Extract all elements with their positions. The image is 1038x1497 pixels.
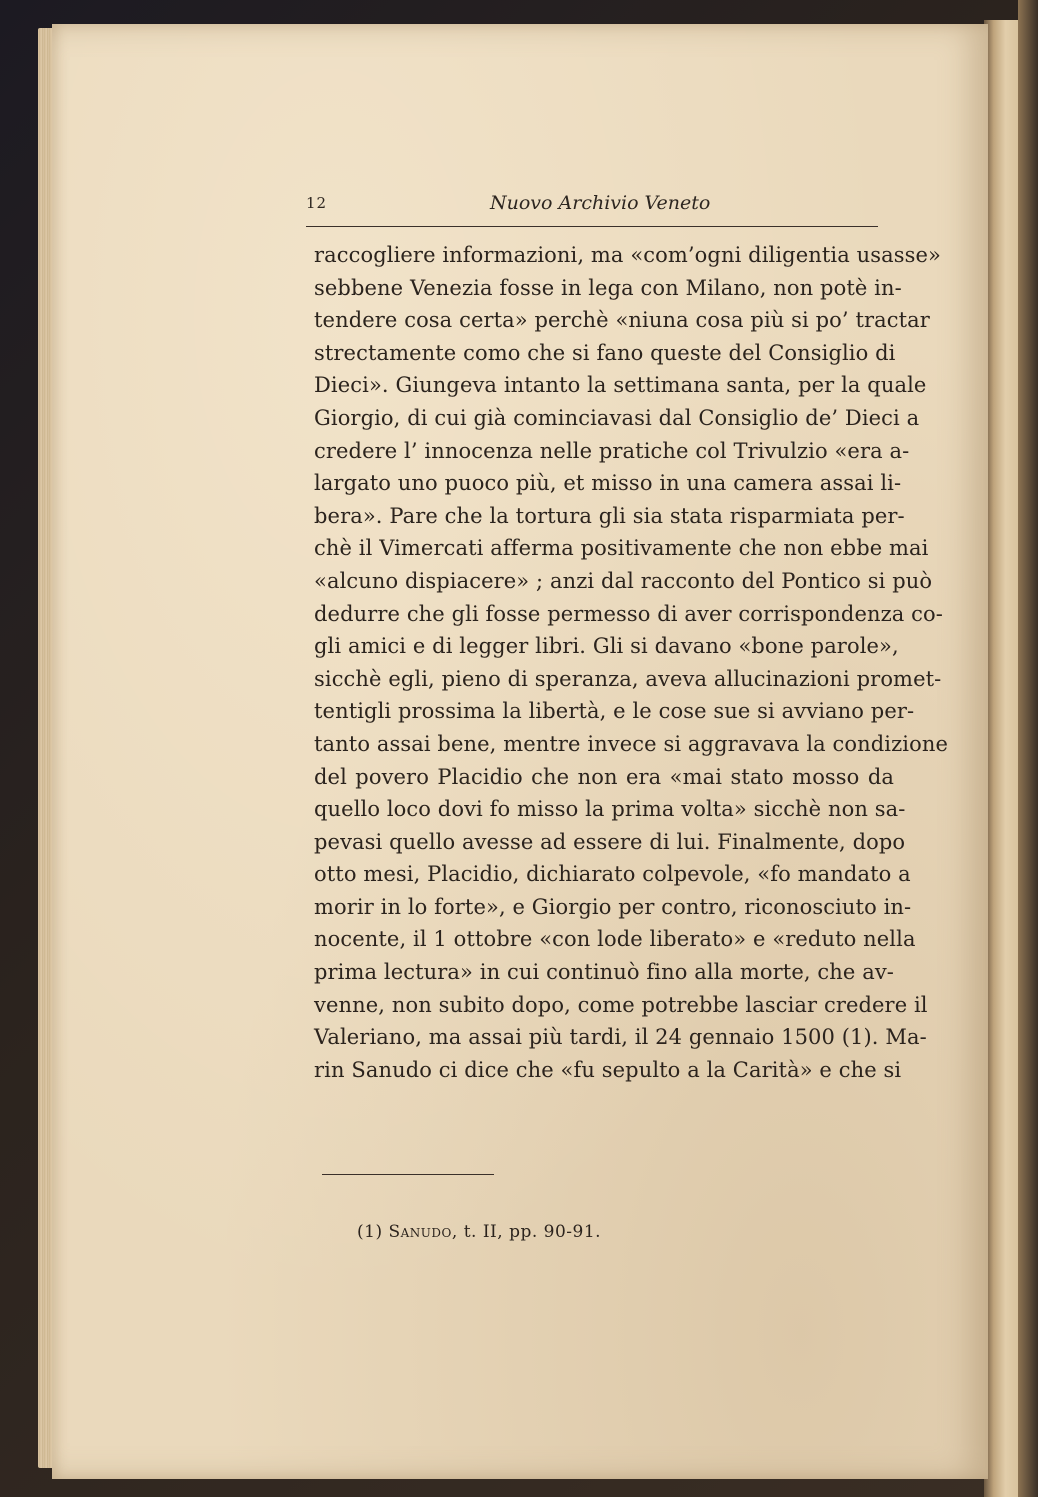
text-line: rin Sanudo ci dice che «fu sepulto a la Carità» e che si (314, 1057, 902, 1082)
running-header (306, 192, 878, 222)
text-line: largato uno puoco più, et misso in una camera assai li- (314, 471, 902, 496)
footnote (357, 1222, 601, 1242)
footnote-reference: t. II, pp. 90-91. (463, 1222, 602, 1242)
header-rule (306, 226, 878, 227)
text-line: Dieci». Giungeva intanto la settimana santa, per la quale (314, 373, 927, 398)
text-line: dedurre che gli fosse permesso di aver corrispondenza co- (314, 601, 943, 626)
text-line: «alcuno dispiacere» ; anzi dal racconto del Pontico si può (314, 568, 933, 593)
footnote-author: Sanudo, (388, 1222, 458, 1242)
text-line: sebbene Venezia fosse in lega con Milano, non potè in- (314, 275, 902, 300)
text-line: morir in lo forte», e Giorgio per contro, riconosciuto in- (314, 894, 912, 919)
text-line: gli amici e di legger libri. Gli si davano «bone parole», (314, 634, 899, 659)
text-line: tendere cosa certa» perchè «niuna cosa più si po’ tractar (314, 308, 930, 333)
running-title: Nuovo Archivio Veneto (490, 192, 711, 214)
footnote-rule (322, 1174, 494, 1175)
text-line: pevasi quello avesse ad essere di lui. Finalmente, dopo (314, 829, 906, 854)
next-page-edge (1018, 0, 1038, 1497)
text-line: strectamente como che si fano queste del Consiglio di (314, 340, 896, 365)
text-line: tanto assai bene, mentre invece si aggravava la condizione (314, 731, 948, 756)
text-line: raccogliere informazioni, ma «com’ogni diligentia usasse» (314, 243, 941, 267)
text-line: venne, non subito dopo, come potrebbe lasciar credere il (314, 992, 928, 1017)
body-text (314, 239, 948, 1086)
text-line: quello loco dovi fo misso la prima volta» sicchè non sa- (314, 797, 906, 822)
text-line: prima lectura» in cui continuò fino alla morte, che av- (314, 960, 894, 985)
page-number: 12 (306, 194, 328, 212)
text-line: Giorgio, di cui già cominciavasi dal Consiglio de’ Dieci a (314, 405, 920, 430)
text-line: otto mesi, Placidio, dichiarato colpevole, «fo mandato a (314, 862, 911, 887)
text-line: chè il Vimercati afferma positivamente che non ebbe mai (314, 536, 929, 561)
text-line: del povero Placidio che non era «mai stato mosso da (314, 764, 894, 789)
text-line: nocente, il 1 ottobre «con lode liberato» e «reduto nella (314, 927, 916, 952)
text-line: credere l’ innocenza nelle pratiche col Trivulzio «era a- (314, 438, 910, 463)
text-line: tentigli prossima la libertà, e le cose sue si avviano per- (314, 699, 915, 724)
text-line: Valeriano, ma assai più tardi, il 24 gennaio 1500 (1). Ma- (314, 1025, 927, 1050)
text-line: bera». Pare che la tortura gli sia stata risparmiata per- (314, 503, 905, 528)
footnote-marker: (1) (357, 1222, 383, 1242)
text-line: sicchè egli, pieno di speranza, aveva allucinazioni promet- (314, 666, 942, 691)
